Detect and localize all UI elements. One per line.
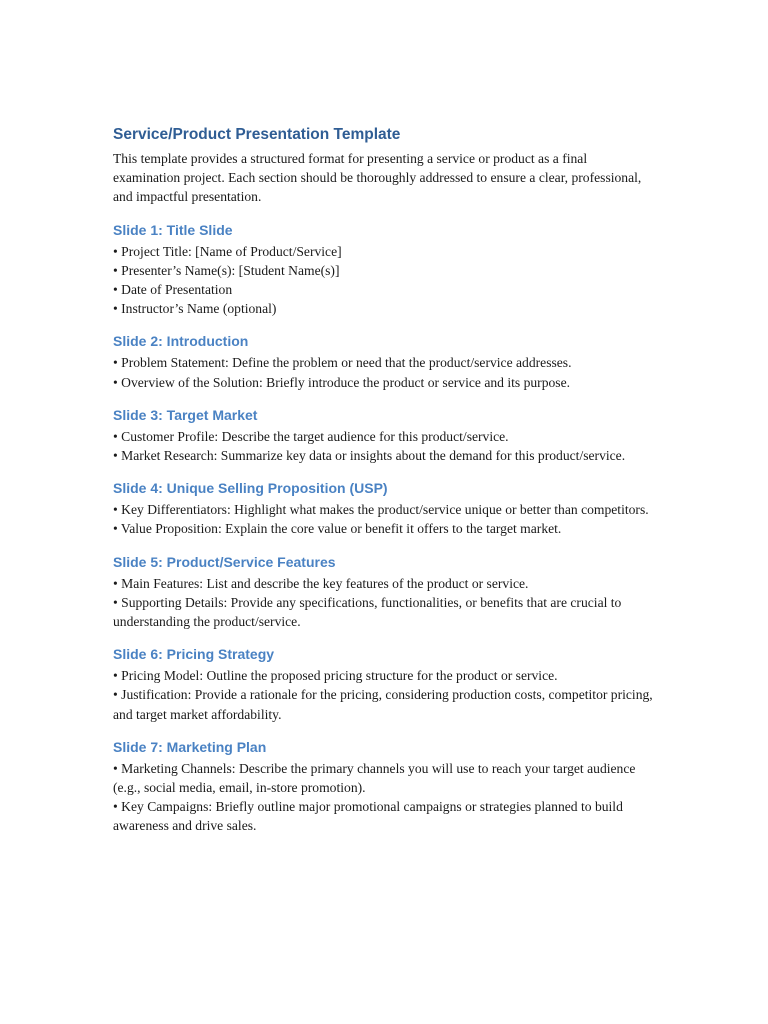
- bullet-item: • Justification: Provide a rationale for the pricing, considering production costs, competitor pricing, and target market affordability.: [113, 687, 653, 722]
- section-slide-1: [113, 220, 653, 319]
- bullet-item: • Problem Statement: Define the problem or need that the product/service addresses.: [113, 355, 572, 371]
- bullet-item: • Pricing Model: Outline the proposed pricing structure for the product or service.: [113, 668, 558, 684]
- section-slide-2: [113, 331, 653, 391]
- slide-heading: Slide 6: Pricing Strategy: [113, 646, 275, 663]
- bullet-item: • Key Campaigns: Briefly outline major promotional campaigns or strategies planned to build awareness and drive sales.: [113, 799, 623, 834]
- bullet-item: • Overview of the Solution: Briefly introduce the product or service and its purpose.: [113, 374, 571, 390]
- bullet-item: • Customer Profile: Describe the target audience for this product/service.: [113, 428, 509, 444]
- bullet-item: • Marketing Channels: Describe the primary channels you will use to reach your target audience (e.g., social media, email, in-store promotion).: [113, 760, 636, 796]
- intro-paragraph: This template provides a structured format for presenting a service or product as a final examination project. Each section should be thoroughly addressed to ensure a clear, professional, and impactful presentation.: [113, 151, 642, 205]
- slide-heading: Slide 1: Title Slide: [113, 221, 233, 238]
- slide-heading: Slide 2: Introduction: [113, 333, 249, 350]
- section-slide-7: [113, 737, 653, 836]
- bullet-item: • Market Research: Summarize key data or insights about the demand for this product/service.: [113, 448, 626, 464]
- document-page: [113, 124, 653, 836]
- bullet-item: • Key Differentiators: Highlight what makes the product/service unique or better than competitors.: [113, 502, 649, 518]
- slide-heading: Slide 7: Marketing Plan: [113, 738, 267, 755]
- bullet-item: • Supporting Details: Provide any specifications, functionalities, or benefits that are crucial to understanding the product/service.: [113, 594, 622, 630]
- document-title: Service/Product Presentation Template: [113, 126, 401, 143]
- section-slide-3: [113, 405, 653, 465]
- bullet-item: • Presenter’s Name(s): [Student Name(s)]: [113, 262, 340, 278]
- slide-heading: Slide 4: Unique Selling Proposition (USP): [113, 480, 388, 497]
- bullet-item: • Project Title: [Name of Product/Service]: [113, 243, 342, 259]
- section-slide-5: [113, 552, 653, 632]
- bullet-item: • Date of Presentation: [113, 282, 233, 298]
- slide-heading: Slide 3: Target Market: [113, 406, 258, 423]
- bullet-item: • Value Proposition: Explain the core value or benefit it offers to the target market.: [113, 521, 562, 537]
- section-slide-4: [113, 478, 653, 538]
- bullet-item: • Instructor’s Name (optional): [113, 301, 277, 317]
- bullet-item: • Main Features: List and describe the key features of the product or service.: [113, 575, 529, 591]
- section-slide-6: [113, 644, 653, 724]
- slide-heading: Slide 5: Product/Service Features: [113, 553, 336, 570]
